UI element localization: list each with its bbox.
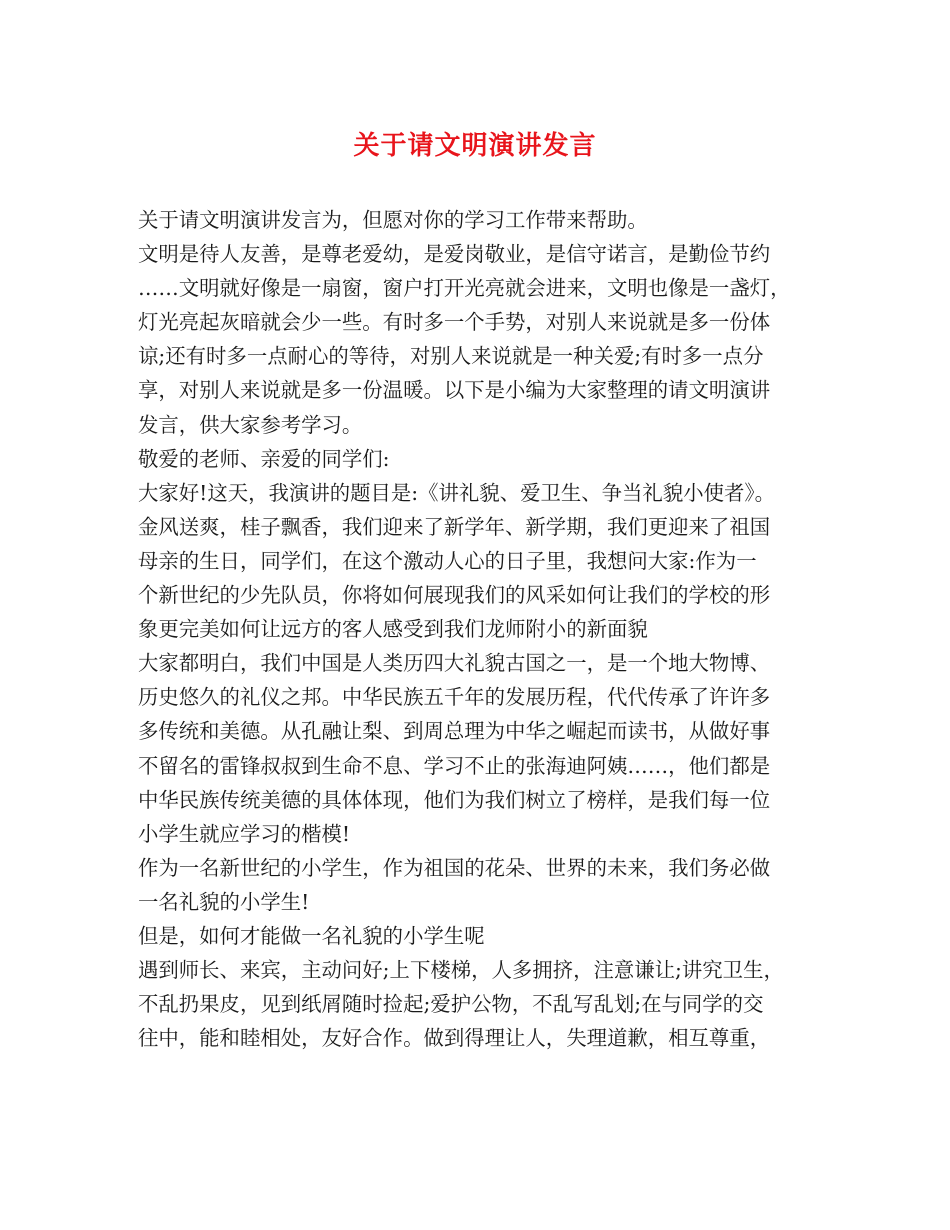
text-line: 大家都明白，我们中国是人类历四大礼貌古国之一，是一个地大物博、 xyxy=(138,651,771,676)
text-line: 但是，如何才能做一名礼貌的小学生呢 xyxy=(138,923,485,948)
text-line: 象更完美如何让远方的客人感受到我们龙师附小的新面貌 xyxy=(138,617,648,642)
text-line: 关于请文明演讲发言为，但愿对你的学习工作带来帮助。 xyxy=(138,208,648,232)
text-line: 遇到师长、来宾，主动问好;上下楼梯，人多拥挤，注意谦让;讲究卫生， xyxy=(138,958,784,983)
text-line: 不乱扔果皮，见到纸屑随时捡起;爱护公物，不乱写乱划;在与同学的交 xyxy=(138,992,764,1017)
document-body xyxy=(138,203,828,1055)
text-line: 往中，能和睦相处，友好合作。做到得理让人，失理道歉，相互尊重， xyxy=(138,1026,771,1051)
text-line: 中华民族传统美德的具体体现，他们为我们树立了榜样，是我们每一位 xyxy=(138,787,771,812)
text-line: ……文明就好像是一扇窗，窗户打开光亮就会进来，文明也像是一盏灯， xyxy=(138,276,791,301)
text-line: 多传统和美德。从孔融让梨、到周总理为中华之崛起而读书，从做好事 xyxy=(138,719,771,744)
text-line: 享，对别人来说就是多一份温暖。以下是小编为大家整理的请文明演讲 xyxy=(138,378,771,403)
text-line: 历史悠久的礼仪之邦。中华民族五千年的发展历程，代代传承了许许多 xyxy=(138,685,771,710)
text-line: 金风送爽，桂子飘香，我们迎来了新学年、新学期，我们更迎来了祖国 xyxy=(138,514,771,539)
text-line: 文明是待人友善，是尊老爱幼，是爱岗敬业，是信守诺言，是勤俭节约 xyxy=(138,242,771,267)
document-title: 关于请文明演讲发言 xyxy=(353,131,597,161)
text-line: 一名礼貌的小学生! xyxy=(138,889,310,914)
text-line: 不留名的雷锋叔叔到生命不息、学习不止的张海迪阿姨……，他们都是 xyxy=(138,753,771,778)
text-line: 作为一名新世纪的小学生，作为祖国的花朵、世界的未来，我们务必做 xyxy=(138,855,771,880)
text-line: 母亲的生日，同学们，在这个激动人心的日子里，我想问大家:作为一 xyxy=(138,548,757,573)
text-line: 发言，供大家参考学习。 xyxy=(138,412,363,437)
text-line: 谅;还有时多一点耐心的等待，对别人来说就是一种关爱;有时多一点分 xyxy=(138,344,764,369)
text-line: 大家好!这天，我演讲的题目是:《讲礼貌、爱卫生、争当礼貌小使者》。 xyxy=(138,480,775,505)
text-line: 敬爱的老师、亲爱的同学们: xyxy=(138,446,390,471)
text-line: 个新世纪的少先队员，你将如何展现我们的风采如何让我们的学校的形 xyxy=(138,583,771,608)
text-line: 灯光亮起灰暗就会少一些。有时多一个手势，对别人来说就是多一份体 xyxy=(138,310,771,335)
text-line: 小学生就应学习的楷模! xyxy=(138,821,351,846)
